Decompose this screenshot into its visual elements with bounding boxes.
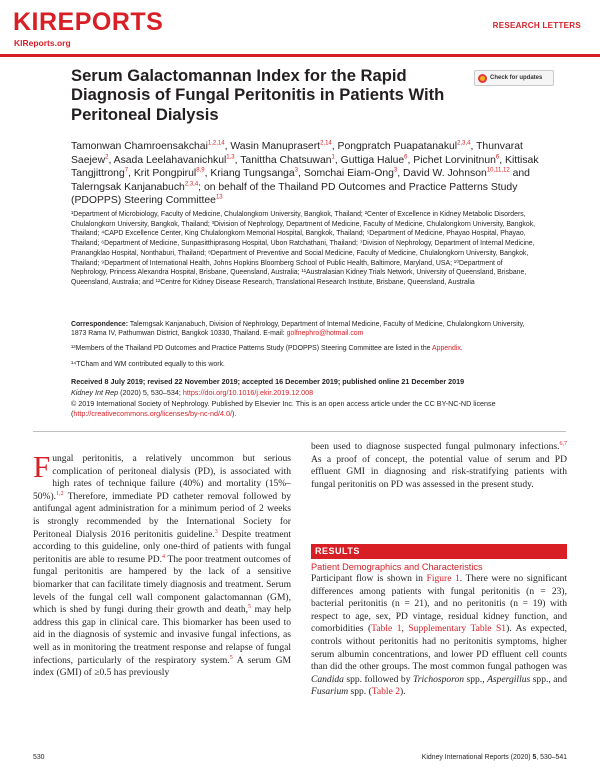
article-title: Serum Galactomannan Index for the Rapid Diagnosis of Fungal Peritonitis in Patients With Peritoneal Dialysis: [71, 66, 445, 124]
author: Kriang Tungsanga: [210, 168, 295, 180]
subsection-heading: Patient Demographics and Characteristics: [311, 562, 483, 572]
author: Krit Pongpirul: [133, 168, 197, 180]
correspondence-email-link[interactable]: golfnephro@hotmail.com: [286, 330, 364, 338]
reference-link[interactable]: 5: [248, 603, 252, 610]
reference-link[interactable]: 4: [162, 553, 166, 560]
table-2-link[interactable]: Table 2: [371, 686, 400, 698]
doi-link[interactable]: https://doi.org/10.1016/j.ekir.2019.12.008: [182, 388, 314, 397]
section-divider: [33, 431, 566, 432]
reference-link[interactable]: 5: [229, 654, 233, 661]
correspondence: [71, 320, 541, 339]
body-column-left: Fungal peritonitis, a relatively uncommon but serious complication of peritoneal dialysis (PD), is associated with high rates of technique failure (40%) and mortality (15%–50%).$^{1,2}$ Therefore, immediate PD catheter removal followed by antifungal agent administration for a minimum period of 2 weeks is strongly recommended by the International Society for Peritoneal Dialysis 2016 peritonitis guideline.$^3$ Despite treatment according to this guideline, only one-third of patients with fungal peritonitis are able to resume PD.$^4$ The poor treatment outcomes of fungal peritonitis are hampered by the lack of a sensitive biomarker that can facilitate timely diagnosis and treatment. Serum levels of the fungal cell wall component galactomannan (GM), which is shed by fungi during their growth and death,$^5$ may help address this gap in clinical care. This biomarker has been used to aid in the diagnosis of systemic and invasive fungal infections, as well as in monitoring the treatment response and relapse of fungal infections, particularly of the respiratory system.$^5$ A serum GM index (GMI) of ≥0.5 has previously: [33, 449, 292, 679]
reference-link[interactable]: 3: [214, 528, 218, 535]
author: Pongpratch Puapatanakul: [337, 141, 458, 152]
equal-contribution-note: ¹⁴TCham and WM contributed equally to this work.: [71, 361, 225, 368]
author: Asada Leelahavanichkul: [113, 154, 227, 166]
authors-suffix: ; on behalf of the Thailand PD Outcomes and Practice Patterns Study (PDOPPS) Steering Committee: [71, 181, 518, 207]
license-link[interactable]: http://creativecommons.org/licenses/by-nc-nd/4.0/: [73, 409, 233, 418]
check-for-updates-label: Check for updates: [490, 75, 543, 81]
author: Pichet Lorvinitnun: [413, 154, 496, 166]
author: Guttiga Halue: [340, 154, 405, 166]
correspondence-label: Correspondence:: [71, 321, 129, 328]
author: Kittisak Tangjittrong: [71, 154, 539, 180]
check-for-updates-button[interactable]: [474, 70, 554, 86]
author: David W. Johnson: [403, 168, 487, 180]
journal-url[interactable]: KIReports.org: [14, 38, 71, 48]
table-1-link[interactable]: Table 1: [371, 623, 402, 635]
author: Somchai Eiam-Ong: [303, 168, 394, 180]
affiliations: ¹Department of Microbiology, Faculty of Medicine, Chulalongkorn University, Bangkok, Thailand; ²Center of Excellence in Kidney Metabolic Disorders, Chulalongkorn University, Bangkok, Thailand; ³Division of Nephrology, Department of Medicine, Faculty of Medicine, Chulalongkorn University, Bangkok, Thailand; ⁴CAPD Excellence Center, King Chulalongkorn Memorial Hospital, Bangkok, Thailand; ⁵Department of Medicine, Phayao Hospital, Phayao, Thailand; ⁶Department of Medicine, Sunpasitthiprasong Hospital, Ubon Ratchathani, Thailand; ⁷Division of Nephrology, Department of Internal Medicine, Pranangklao Hospital, Nonthaburi, Thailand; ⁸Department of Preventive and Social Medicine, Faculty of Medicine, Chulalongkorn University, Bangkok, Thailand; ⁹Department of International Health, Johns Hopkins Bloomberg School of Public Health, Baltimore, Maryland, USA; ¹⁰Department of Nephrology, Princess Alexandra Hospital, Brisbane, Queensland, Australia; ¹¹Australasian Kidney Trials Network, University of Queensland, Brisbane, Queensland, Australia; and ¹²Centre for Kidney Disease Research, Translational Research Institute, Brisbane, Queensland, Australia: [71, 211, 536, 286]
drop-cap: F: [33, 449, 51, 484]
author: Tamonwan Chamroensakchai: [71, 141, 208, 152]
crossmark-icon: [478, 74, 487, 83]
journal-logo: KIREPORTS: [13, 8, 164, 36]
citation-line: Kidney Int Rep (2020) 5, 530–534; https://doi.org/10.1016/j.ekir.2019.12.008: [71, 388, 314, 397]
correspondence-text: Talerngsak Kanjanabuch, Division of Nephrology, Department of Internal Medicine, Faculty of Medicine, Chulalongkorn University, 1873 Rama IV, Pathumwan District, Bangkok 10330, Thailand. E-mail:: [71, 321, 525, 338]
body-column-right: been used to diagnose suspected fungal pulmonary infections.$^{6,7}$ As a proof of concept, the potential value of serum and PD effluent GMI in diagnosing and risk-stratifying patients with fungal peritonitis on PD was assessed in the present study.: [311, 440, 567, 490]
page-number: 530: [33, 754, 45, 761]
author: Thunvarat Saejew: [71, 141, 523, 166]
steering-committee-note: ¹³Members of the Thailand PD Outcomes and Practice Patterns Study (PDOPPS) Steering Committee are listed in the Appendix.: [71, 345, 463, 352]
reference-link[interactable]: 1,2: [56, 490, 64, 497]
section-label: RESEARCH LETTERS: [492, 21, 581, 30]
author: Wasin Manuprasert: [230, 141, 321, 152]
header-rule: [0, 54, 600, 57]
received-dates: Received 8 July 2019; revised 22 November 2019; accepted 16 December 2019; published online 21 December 2019: [71, 377, 465, 386]
author: Talerngsak Kanjanabuch: [71, 181, 185, 193]
supplementary-table-link[interactable]: Supplementary Table S1: [408, 623, 507, 635]
journal-footer: Kidney International Reports (2020) 5, 530–541: [421, 754, 567, 761]
author: Tanittha Chatsuwan: [240, 154, 332, 166]
author-list: Tamonwan Chamroensakchai$^{1,2,14}$, Wasin Manuprasert$^{2,14}$, Pongpratch Puapatanakul$^{2,3,4}$, Thunvarat Saejew$^2$, Asada Leelahavanichkul$^{1,3}$, Tanittha Chatsuwan$^1$, Guttiga Halue$^6$, Pichet Lorvinitnun$^6$, Kittisak Tangjittrong$^7$, Krit Pongpirul$^{8,9}$, Kriang Tungsanga$^3$, Somchai Eiam-Ong$^3$, David W. Johnson$^{10,11,12}$ and Talerngsak Kanjanabuch$^{2,3,4}$; on behalf of the Thailand PD Outcomes and Practice Patterns Study (PDOPPS) Steering Committee$^{13}$: [71, 140, 539, 207]
results-heading: RESULTS: [311, 544, 567, 559]
copyright-notice: © 2019 International Society of Nephrology. Published by Elsevier Inc. This is an open access article under the CC BY-NC-ND license (http://creativecommons.org/licenses/by-nc-nd/4.0/).: [71, 399, 496, 418]
figure-1-link[interactable]: Figure 1: [426, 573, 460, 584]
reference-link[interactable]: 6,7: [559, 440, 567, 447]
appendix-link[interactable]: Appendix: [432, 345, 461, 352]
results-paragraph: Participant flow is shown in Figure 1. There were no significant differences among patients with fungal peritonitis (n = 23), bacterial peritonitis (n = 21), and no peritonitis (n = 19) with respect to age, sex, PD vintage, residual kidney function, and comorbidities (Table 1, Supplementary Table S1). As expected, controls without peritonitis had no peritonitis symptoms, higher serum albumin concentrations, and lower PD effluent cell counts than did the other groups. The most common fungal pathogen was Candida spp. followed by Trichosporon spp., Aspergillus spp., and Fusarium spp. (Table 2).: [311, 573, 567, 698]
journal-abbrev: Kidney Int Rep: [71, 388, 119, 397]
